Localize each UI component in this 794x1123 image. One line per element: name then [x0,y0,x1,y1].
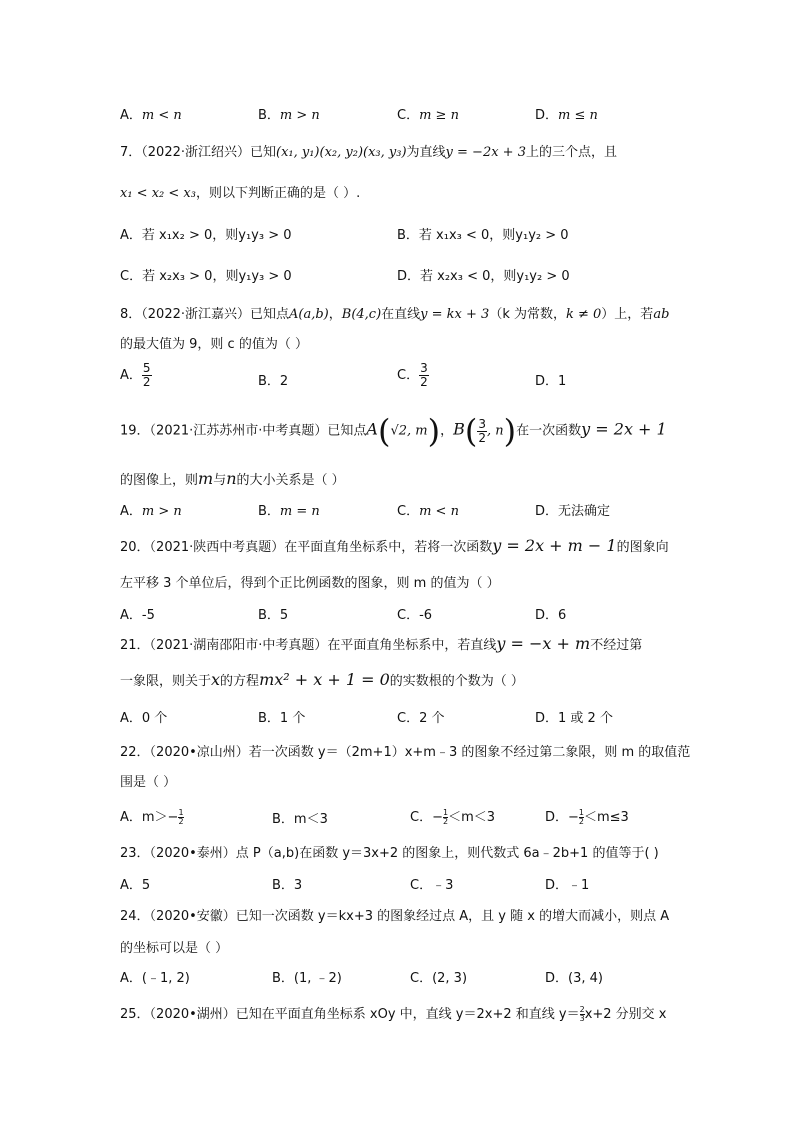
q7-option-d: D．若 x₂x₃ < 0，则y₁y₂ > 0 [397,269,570,284]
q24-option-b: B．(1, ﹣2) [272,971,342,986]
q8-option-a: A． $\frac{5}{2}$ [120,361,151,389]
q24-option-a: A．(﹣1, 2) [120,971,190,986]
q21-option-a: A．0 个 [120,711,168,726]
q24-option-c: C．(2, 3) [410,971,468,986]
q7-stem: 7．（2022·浙江绍兴）已知(x₁, y₁)(x₂, y₂)(x₃, y₃)为直线y = −2x + 3上的三个点，且 [120,145,617,160]
q19-option-b: B．m = n [258,504,320,519]
q8-stem: 8．（2022·浙江嘉兴）已知点A(a,b)，B(4,c)在直线y = kx + 3（k 为常数，k ≠ 0）上，若ab [120,307,670,322]
q21-stem-line2: 一象限，则关于x的方程mx² + x + 1 = 0的实数根的个数为（ ） [120,670,524,689]
q6-option-c: C．m ≥ n [397,108,459,123]
q7-stem-line2: x₁ < x₂ < x₃，则以下判断正确的是（ ）. [120,186,361,201]
q8-stem-line2: 的最大值为 9，则 c 的值为（ ） [120,337,308,352]
q23-option-a: A．5 [120,878,151,893]
q23-option-c: C．﹣3 [410,878,454,893]
q7-option-b: B．若 x₁x₃ < 0，则y₁y₂ > 0 [397,228,569,243]
q24-option-d: D．(3, 4) [545,971,603,986]
q20-option-b: B．5 [258,608,289,623]
q19-stem: 19．（2021·江苏苏州市·中考真题）已知点A(√2, m)，B( $\frac{3}{2}$ , n)在一次函数y = 2x + 1 [120,412,667,450]
q22-stem-line2: 围是（ ） [120,775,177,790]
q21-option-c: C．2 个 [397,711,445,726]
q22-option-d: D．− $\frac{1}{2}$ ＜m≤3 [545,808,629,826]
q25-stem: 25．（2020•湖州）已知在平面直角坐标系 xOy 中，直线 y＝2x+2 和直线 y＝ $\frac{2}{3}$ x+2 分别交 x [120,1005,667,1023]
q23-option-b: B．3 [272,878,303,893]
q23-option-d: D．﹣1 [545,878,590,893]
q21-stem: 21．（2021·湖南邵阳市·中考真题）在平面直角坐标系中，若直线y = −x + m不经过第 [120,634,643,653]
q24-stem: 24．（2020•安徽）已知一次函数 y＝kx+3 的图象经过点 A，且 y 随 x 的增大而减小，则点 A [120,909,670,924]
q20-option-d: D．6 [535,608,567,623]
q6-option-d: D．m ≤ n [535,108,598,123]
q19-option-a: A．m > n [120,504,182,519]
q19-option-d: D．无法确定 [535,504,611,519]
q8-option-c: C． $\frac{3}{2}$ [397,361,428,389]
q20-option-c: C．-6 [397,608,433,623]
q19-option-c: C．m < n [397,504,459,519]
q7-option-a: A．若 x₁x₂ > 0，则y₁y₃ > 0 [120,228,292,243]
q19-stem-line2: 的图像上，则m与n的大小关系是（ ） [120,469,345,488]
q23-stem: 23．（2020•泰州）点 P（a,b)在函数 y＝3x+2 的图象上，则代数式 6a﹣2b+1 的值等于( ) [120,846,659,861]
q22-stem: 22．（2020•凉山州）若一次函数 y＝（2m+1）x+m﹣3 的图象不经过第二象限，则 m 的取值范 [120,745,691,760]
q21-option-d: D．1 或 2 个 [535,711,613,726]
q7-option-c: C．若 x₂x₃ > 0，则y₁y₃ > 0 [120,269,292,284]
q21-option-b: B．1 个 [258,711,306,726]
q24-stem-line2: 的坐标可以是（ ） [120,941,229,956]
q20-option-a: A．-5 [120,608,155,623]
q20-stem-line2: 左平移 3 个单位后，得到个正比例函数的图象，则 m 的值为（ ） [120,576,500,591]
q8-option-b: B．2 [258,374,289,389]
q20-stem: 20．（2021·陕西中考真题）在平面直角坐标系中，若将一次函数y = 2x + m − 1的图象向 [120,536,669,555]
q22-option-a: A．m＞− $\frac{1}{2}$ [120,808,184,826]
q8-option-d: D．1 [535,374,567,389]
q22-option-c: C．− $\frac{1}{2}$ ＜m＜3 [410,808,496,826]
q22-option-b: B．m＜3 [272,812,328,827]
q6-option-b: B．m > n [258,108,320,123]
q6-option-a: A．m < n [120,108,182,123]
